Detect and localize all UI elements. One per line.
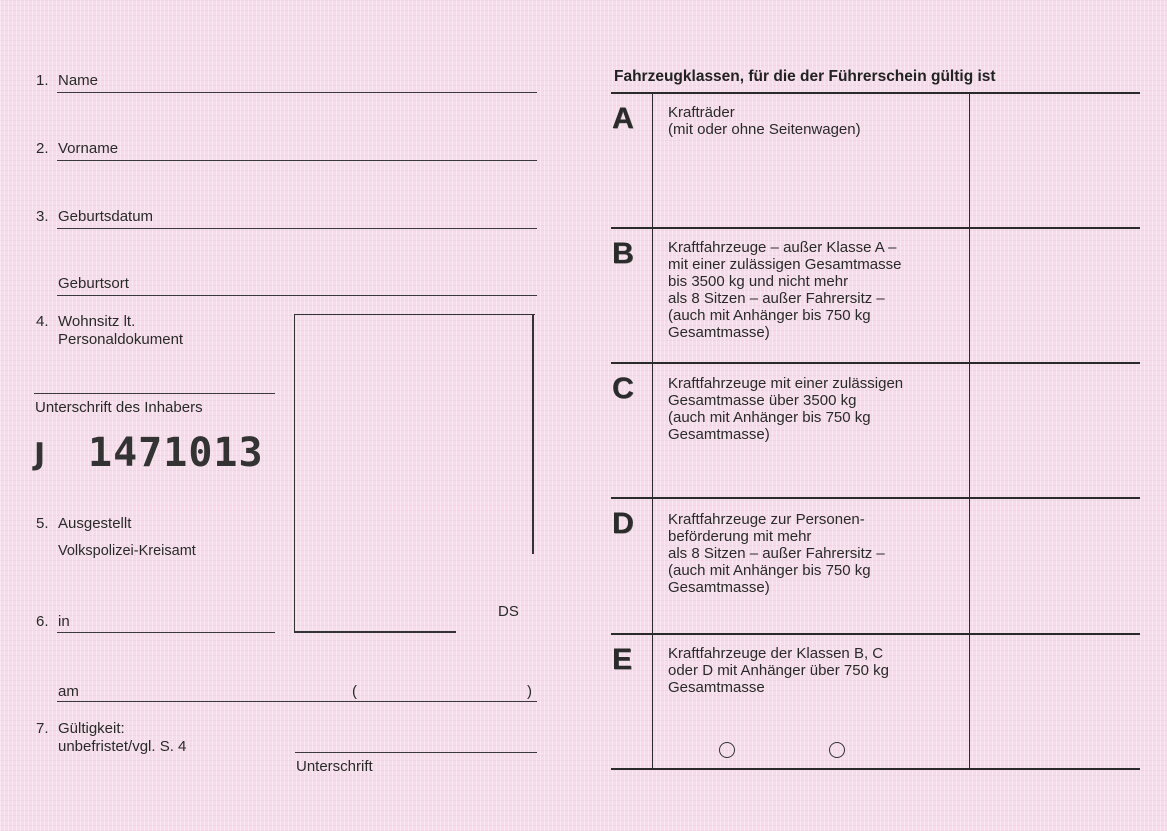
ds-label: DS: [498, 603, 519, 620]
serial-number: 1471013: [88, 430, 264, 476]
field-am: am: [58, 683, 79, 700]
field-name: [36, 72, 98, 90]
issuer-signature-line[interactable]: [295, 752, 537, 753]
class-letter-b: B: [612, 237, 634, 270]
geburtsdatum-line[interactable]: [57, 228, 537, 229]
field-label: Geburtsort: [58, 275, 129, 292]
class-a-stamp-cell[interactable]: [970, 94, 1140, 226]
photo-frame-right-edge: [532, 314, 534, 554]
class-c-stamp-cell[interactable]: [970, 364, 1140, 496]
field-label: Personaldokument: [58, 331, 184, 348]
class-desc-a: Krafträder (mit oder ohne Seitenwagen): [668, 104, 861, 138]
circle-icon: [719, 742, 735, 758]
field-number: 1.: [36, 72, 49, 89]
in-line[interactable]: [57, 632, 275, 633]
holder-signature-line[interactable]: [34, 393, 275, 394]
holder-signature-label: Unterschrift des Inhabers: [35, 399, 203, 416]
field-number: 6.: [36, 613, 49, 630]
validity-value: unbefristet/vgl. S. 4: [58, 738, 187, 755]
field-geburtsort: [58, 275, 129, 293]
field-number: 5.: [36, 515, 49, 532]
class-desc-b: Kraftfahrzeuge – außer Klasse A – mit einer zulässigen Gesamtmasse bis 3500 kg und nicht mehr als 8 Sitzen – außer Fahrersitz – (auch mit Anhänger bis 750 kg Gesamtmasse): [668, 239, 902, 341]
photo-frame-bottom-edge: [294, 631, 456, 633]
class-desc-c: Kraftfahrzeuge mit einer zulässigen Gesamtmasse über 3500 kg (auch mit Anhänger bis 750 kg Gesamtmasse): [668, 375, 904, 443]
field-label: Geburtsdatum: [58, 208, 154, 225]
field-label: Vorname: [58, 140, 119, 157]
table-bottom-rule: [611, 768, 1140, 770]
geburtsort-line[interactable]: [57, 295, 537, 296]
class-desc-d: Kraftfahrzeuge zur Personen- beförderung mit mehr als 8 Sitzen – außer Fahrersitz – (auch mit Anhänger bis 750 kg Gesamtmasse): [668, 511, 885, 596]
photo-frame: [294, 314, 535, 632]
field-number: 3.: [36, 208, 49, 225]
serial-prefix: J: [34, 437, 46, 472]
circle-icon: [829, 742, 845, 758]
paren-open: (: [352, 683, 357, 700]
field-number: 4.: [36, 313, 49, 330]
name-line[interactable]: [57, 92, 537, 93]
paren-close: ): [527, 683, 532, 700]
class-e-stamp-cell[interactable]: [970, 635, 1140, 767]
field-label: Wohnsitz lt.: [58, 313, 136, 330]
column-divider-letter: [652, 93, 653, 769]
field-gueltigkeit: [36, 720, 125, 738]
class-d-stamp-cell[interactable]: [970, 499, 1140, 632]
class-letter-c: C: [612, 372, 634, 405]
vorname-line[interactable]: [57, 160, 537, 161]
class-desc-e: Kraftfahrzeuge der Klassen B, C oder D mit Anhänger über 750 kg Gesamtmasse: [668, 645, 889, 696]
field-label: in: [58, 613, 70, 630]
field-wohnsitz: [36, 313, 135, 331]
field-geburtsdatum: [36, 208, 153, 226]
class-letter-e: E: [612, 643, 633, 676]
field-ausgestellt: [36, 515, 131, 533]
issuing-authority: Volkspolizei-Kreisamt: [58, 543, 196, 559]
vehicle-classes-heading: Fahrzeugklassen, für die der Führerschein gültig ist: [614, 68, 996, 85]
class-letter-a: A: [612, 102, 634, 135]
field-personaldokument: [58, 331, 183, 349]
field-label: Name: [58, 72, 99, 89]
field-vorname: [36, 140, 118, 158]
field-in: [36, 613, 70, 631]
class-letter-d: D: [612, 507, 634, 540]
issuer-signature-label: Unterschrift: [296, 758, 373, 775]
field-label: Gültigkeit:: [58, 720, 125, 737]
class-b-stamp-cell[interactable]: [970, 229, 1140, 361]
field-number: 7.: [36, 720, 49, 737]
field-label: Ausgestellt: [58, 515, 132, 532]
field-number: 2.: [36, 140, 49, 157]
am-line[interactable]: [57, 701, 537, 702]
